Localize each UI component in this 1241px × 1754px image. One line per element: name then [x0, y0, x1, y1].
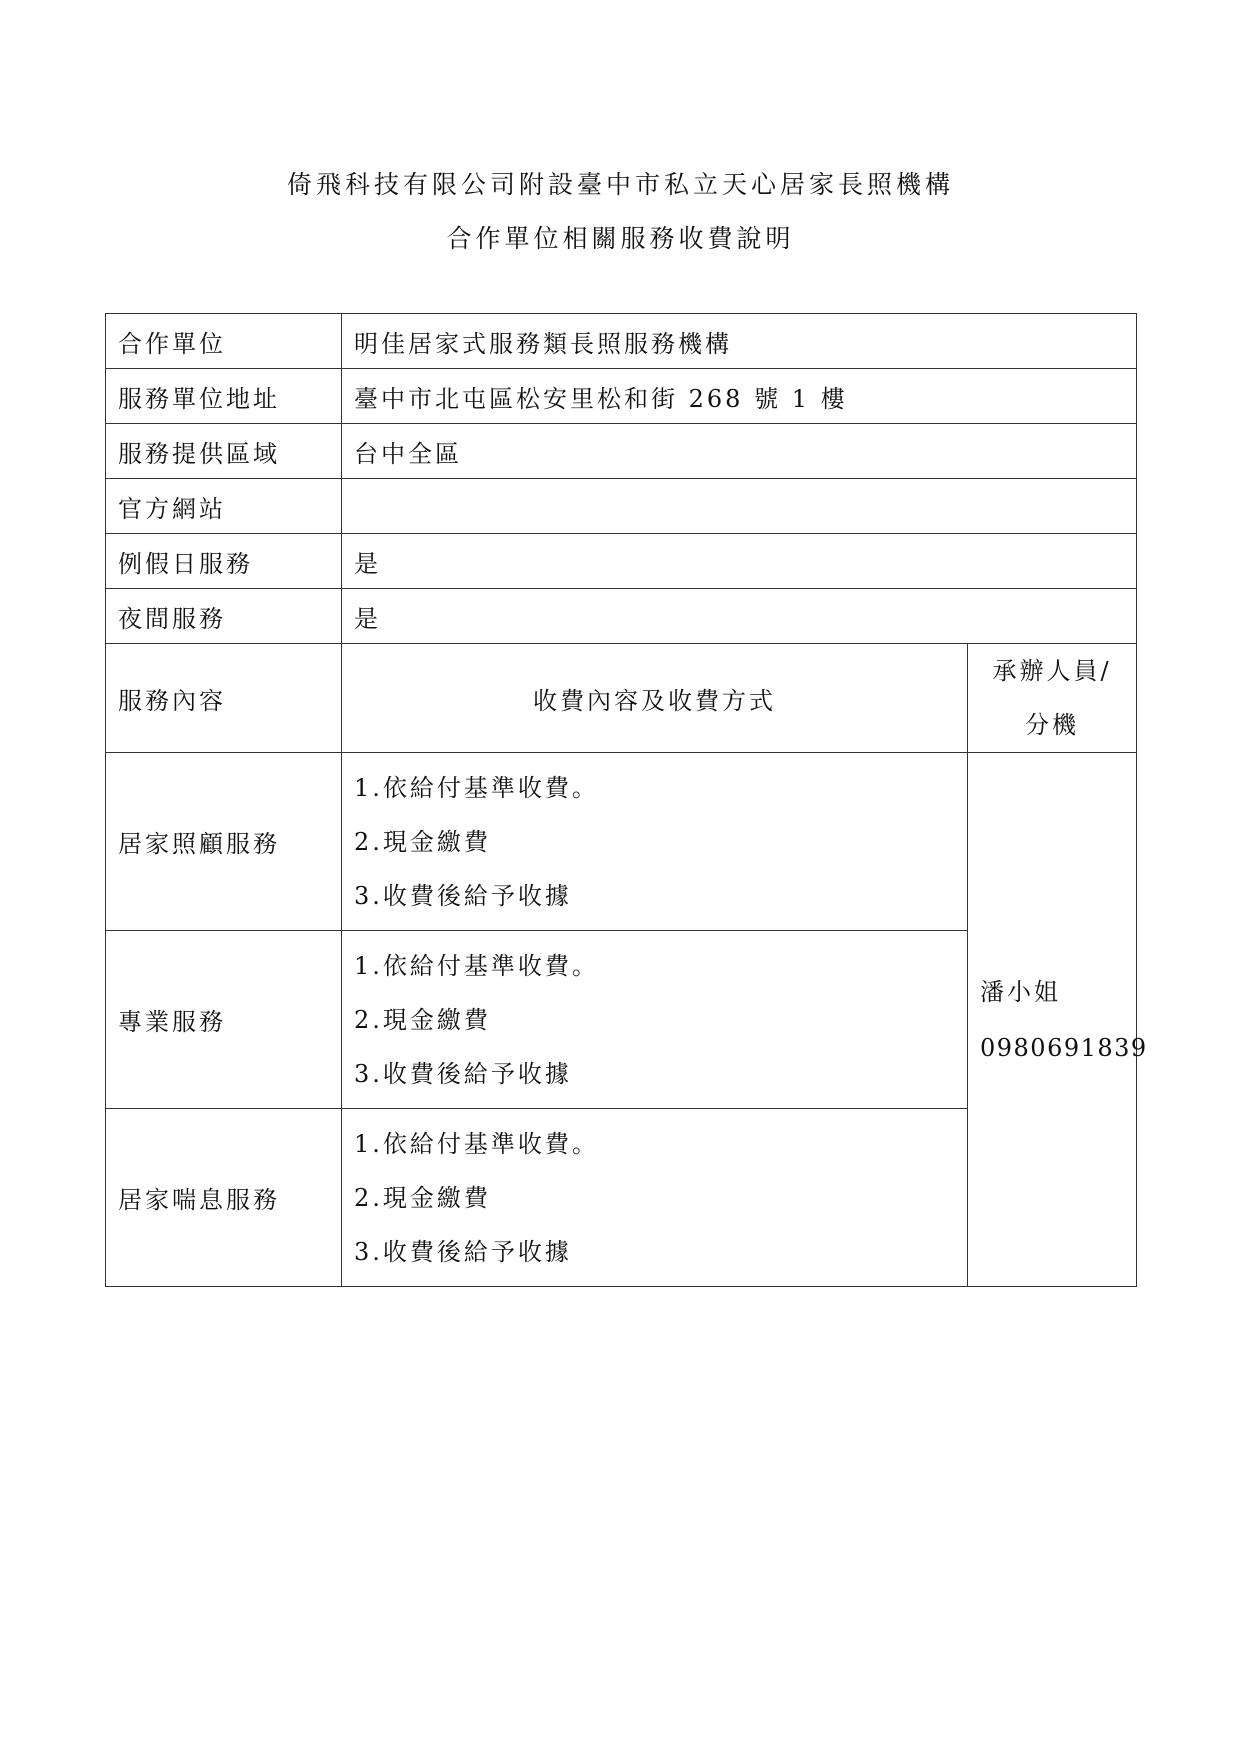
contact-name: 潘小姐	[980, 977, 1061, 1006]
info-label: 官方網站	[106, 479, 342, 534]
table-row	[106, 753, 1137, 931]
table-header-row	[106, 644, 1137, 753]
fee-line: 2.現金繳費	[354, 827, 491, 856]
header-service: 服務內容	[106, 644, 342, 753]
fee-line: 1.依給付基準收費。	[354, 773, 599, 802]
service-fees	[342, 753, 968, 931]
fee-line: 3.收費後給予收據	[354, 881, 572, 910]
header-contact-line1: 承辦人員/	[992, 657, 1112, 685]
contact-phone: 0980691839	[980, 1033, 1148, 1062]
header-contact	[968, 644, 1137, 753]
info-value: 明佳居家式服務類長照服務機構	[342, 314, 1137, 369]
service-name: 居家喘息服務	[106, 1109, 342, 1287]
contact-cell	[968, 753, 1148, 1287]
header-fee: 收費內容及收費方式	[342, 644, 968, 753]
fee-line: 1.依給付基準收費。	[354, 951, 599, 980]
table-row	[106, 424, 1137, 479]
table-row	[106, 589, 1137, 644]
service-fee-table	[105, 313, 1148, 1287]
fee-line: 1.依給付基準收費。	[354, 1129, 599, 1158]
table-row	[106, 534, 1137, 589]
fee-line: 2.現金繳費	[354, 1005, 491, 1034]
fee-line: 2.現金繳費	[354, 1183, 491, 1212]
info-label: 夜間服務	[106, 589, 342, 644]
header-contact-line2: 分機	[1025, 711, 1079, 739]
fee-line: 3.收費後給予收據	[354, 1059, 572, 1088]
service-fees	[342, 931, 968, 1109]
document-subtitle: 合作單位相關服務收費說明	[446, 224, 795, 253]
info-value	[342, 479, 1137, 534]
info-value: 台中全區	[342, 424, 1137, 479]
service-name: 居家照顧服務	[106, 753, 342, 931]
table-row	[106, 479, 1137, 534]
document-title: 倚飛科技有限公司附設臺中市私立天心居家長照機構	[286, 170, 954, 199]
info-value: 臺中市北屯區松安里松和街 268 號 1 樓	[342, 369, 1137, 424]
info-label: 服務單位地址	[106, 369, 342, 424]
info-label: 服務提供區域	[106, 424, 342, 479]
info-value: 是	[342, 534, 1137, 589]
service-fees	[342, 1109, 968, 1287]
info-value: 是	[342, 589, 1137, 644]
service-name: 專業服務	[106, 931, 342, 1109]
fee-line: 3.收費後給予收據	[354, 1237, 572, 1266]
table-row	[106, 314, 1137, 369]
info-label: 合作單位	[106, 314, 342, 369]
table-row	[106, 369, 1137, 424]
info-label: 例假日服務	[106, 534, 342, 589]
